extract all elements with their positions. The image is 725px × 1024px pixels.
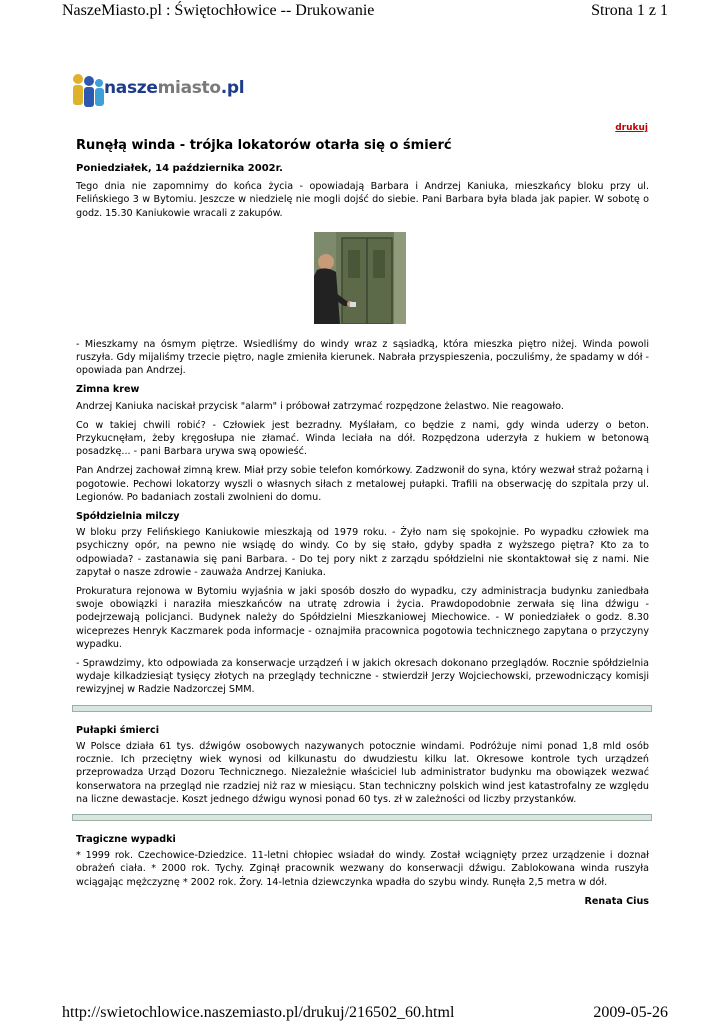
- paragraph-2: Andrzej Kaniuka naciskał przycisk "alarm" i próbował zatrzymać rozpędzone żelastwo. Nie reagowało.: [76, 400, 564, 412]
- article-date: Poniedziałek, 14 października 2002r.: [76, 163, 283, 174]
- article: [76, 138, 649, 908]
- heading-zimna-krew: Zimna krew: [76, 384, 140, 396]
- footer-date: 2009-05-26: [593, 1004, 668, 1021]
- heading-pulapki: Pułapki śmierci: [76, 724, 159, 736]
- article-title: Runęłą winda - trójka lokatorów otarła się o śmierć: [76, 138, 452, 153]
- print-footer: [62, 1004, 668, 1022]
- paragraph-6: Prokuratura rejonowa w Bytomiu wyjaśnia w jaki sposób doszło do wypadku, czy administracja budynku zaniedbała swoje obowiązki i naraziła mieszkańców na utratę zdrowia i życia. Prawdopodobnie zerwała się lina dźwigu - podejrzewają policjanci. Budynek należy do Spółdzielni Mieszkaniowej Miechowice. - W poniedziałek o godz. 8.30 wiceprezes Henryk Kaczmarek poda informacje - oznajmiła pracownica pogotowia technicznego zapytana o przyczyny wypadku.: [76, 586, 649, 650]
- header-page-number: Strona 1 z 1: [591, 2, 668, 19]
- print-link[interactable]: drukuj: [615, 123, 648, 133]
- paragraph-3: Co w takiej chwili robić? - Człowiek jest bezradny. Myślałam, co będzie z nami, gdy winda uderzy o beton. Przykucnęłam, żeby kręgosłupa nie złamać. Winda leciała na dół. Rozpędzona uderzyła z hukiem w betonową posadzkę... - pani Barbara urywa swą opowieść.: [76, 419, 649, 458]
- logo-wordmark: naszemiasto.pl: [104, 78, 245, 98]
- heading-tragiczne: Tragiczne wypadki: [76, 833, 176, 845]
- article-intro: Tego dnia nie zapomnimy do końca życia - opowiadają Barbara i Andrzej Kaniuka, mieszkańcy bloku przy ul. Felińskiego 3 w Bytomiu. Jeszcze w niedzielę nie mogli dojść do siebie. Pani Barbara była blada jak papier. W sobotę o godz. 15.30 Kaniukowie wracali z zakupów.: [76, 181, 649, 219]
- naszemiasto-logo[interactable]: [70, 72, 245, 112]
- elevator-photo-image: [314, 232, 406, 324]
- header-title: NaszeMiasto.pl : Świętochłowice -- Drukowanie: [62, 2, 375, 19]
- heading-spoldzielnia: Spółdzielnia milczy: [76, 511, 180, 523]
- author-signature: Renata Cius: [584, 895, 649, 907]
- paragraph-5: W bloku przy Felińskiego Kaniukowie mieszkają od 1979 roku. - Żyło nam się spokojnie. Po wypadku człowiek ma psychiczny opór, na pewno nie wsiądę do windy. Co by się stało, gdyby spadła z wyższego piętra? Kto za to odpowiada? - zastanawia się pani Barbara. - Do tej pory nikt z zarządu spółdzielni nie skontaktował się z nami. Nie zapytał o nasze zdrowie - zauważa Andrzej Kaniuka.: [76, 527, 649, 578]
- people-logo-icon: [70, 72, 106, 110]
- paragraph-7: - Sprawdzimy, kto odpowiada za konserwacje urządzeń i w jakich okresach dokonano przeglądów. Rocznie spółdzielnia wydaje kilkadziesiąt tysięcy złotych na przeglądy techniczne - stwierdził Jerzy Wojciechowski, przewodniczący komisji rewizyjnej w Radzie Nadzorczej SMM.: [76, 658, 649, 696]
- paragraph-1: - Mieszkamy na ósmym piętrze. Wsiedliśmy do windy wraz z sąsiadką, która mieszka piętro niżej. Winda powoli ruszyła. Gdy mijaliśmy trzecie piętro, nagle zmieniła kierunek. Nabrała przyspieszenia, poczuliśmy, że spadamy w dół - opowiada pan Andrzej.: [76, 338, 649, 377]
- print-header: [62, 2, 668, 20]
- separator-bar: [72, 705, 652, 712]
- separator-bar-2: [72, 814, 652, 821]
- footer-url: http://swietochlowice.naszemiasto.pl/drukuj/216502_60.html: [62, 1004, 455, 1021]
- paragraph-4: Pan Andrzej zachował zimną krew. Miał przy sobie telefon komórkowy. Zadzwonił do syna, który wezwał straż pożarną i pogotowie. Pechowi lokatorzy wyszli o własnych siłach z metalowej pułapki. Trafili na obserwację do szpitala przy ul. Legionów. Po badaniach zostali zwolnieni do domu.: [76, 465, 649, 503]
- paragraph-9: * 1999 rok. Czechowice-Dziedzice. 11-letni chłopiec wsiadał do windy. Został wciągnięty przez urządzenie i doznał obrażeń ciała. * 2000 rok. Tychy. Zginął pracownik wezwany do konserwacji dźwigu. Zablokowana winda ruszyła wciągając mężczyznę * 2002 rok. Żory. 14-letnia dziewczynka wpadła do szybu windy. Runęła 2,5 metra w dół.: [76, 850, 649, 888]
- paragraph-8: W Polsce działa 61 tys. dźwigów osobowych nazywanych potocznie windami. Podróżuje nimi ponad 1,8 mld osób rocznie. Ich przeciętny wiek wynosi od kilkunastu do dwudziestu kilku lat. Okresowe kontrole tych urządzeń przeprowadza Urząd Dozoru Technicznego. Niezależnie właściciel lub administrator budynku ma obowiązek wezwać konserwatora na przegląd nie rzadziej niż raz w miesiącu. Stan techniczny polskich wind jest katastrofalny ze względu na liczne dewastacje. Koszt jednego dźwigu wynosi ponad 60 tys. zł w zależności od liczby przystanków.: [76, 740, 649, 805]
- elevator-photo: [314, 232, 406, 324]
